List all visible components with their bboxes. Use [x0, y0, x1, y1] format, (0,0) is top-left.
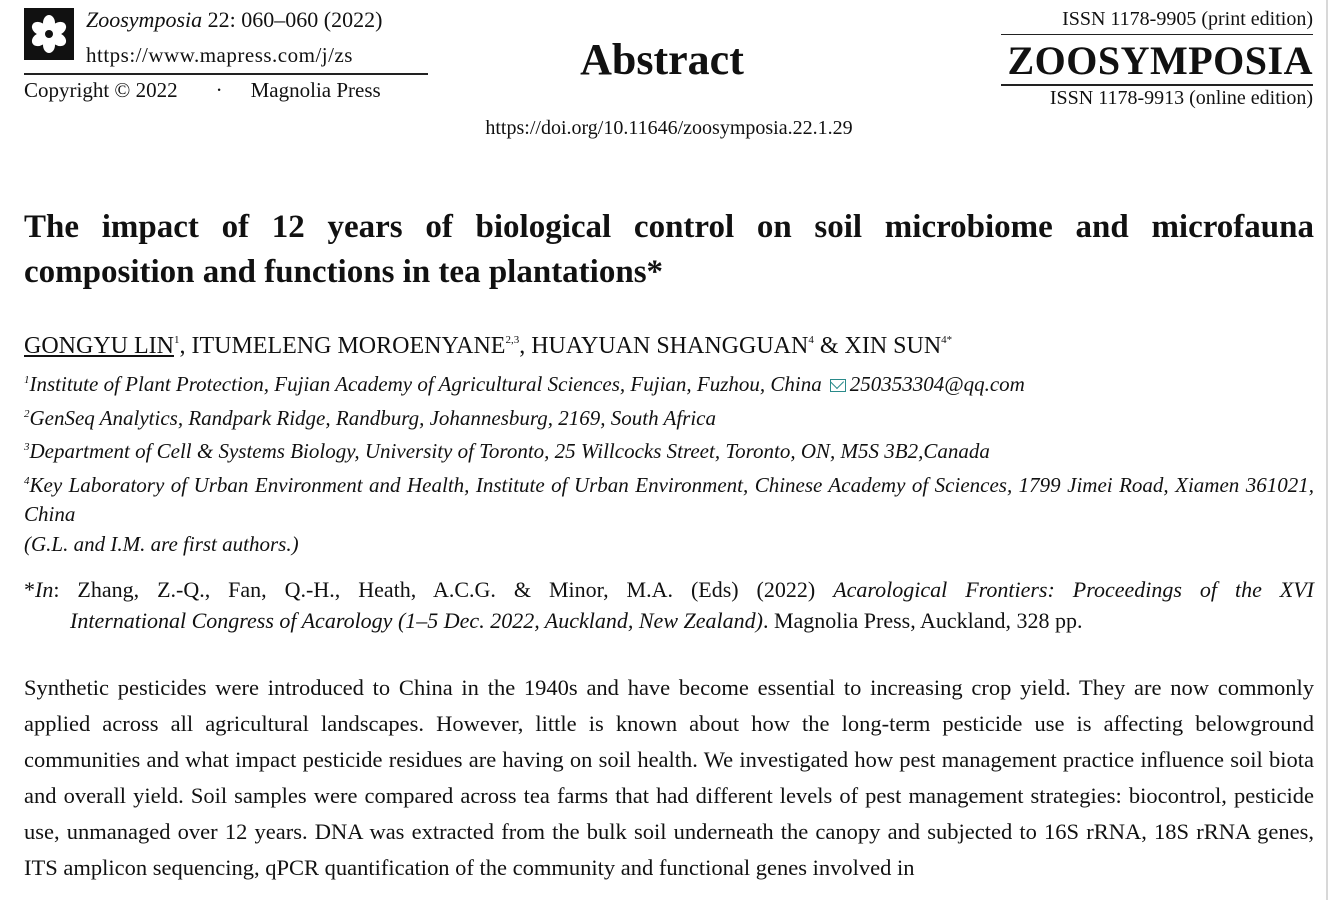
first-authors-note: (G.L. and I.M. are first authors.) — [24, 531, 299, 556]
author-name: XIN SUN — [844, 333, 942, 359]
doi-link[interactable]: https://doi.org/10.11646/zoosymposia.22.1.29 — [485, 117, 853, 139]
affiliation-item: $^4$Key Laboratory of Urban Environment and Health, Institute of Urban Environment, Chinese Academy of Sciences, 1799 Jimei Road, Xiamen 361021, China — [24, 472, 1314, 526]
journal-brand: ZOOSYMPOSIA — [1007, 38, 1313, 83]
author-name: ITUMELENG MOROENYANE — [191, 333, 506, 359]
email-icon[interactable] — [830, 379, 846, 392]
copyright-text: Copyright © 2022 — [24, 78, 178, 102]
author-affil-ref: 4 — [808, 334, 814, 346]
affiliation-item: $^3$Department of Cell & Systems Biology, University of Toronto, 25 Willcocks Street, Toronto, ON, M5S 3B2,Canada — [24, 439, 990, 463]
affiliation-item: $^2$GenSeq Analytics, Randpark Ridge, Randburg, Johannesburg, 2169, South Africa — [24, 405, 716, 430]
journal-url-link[interactable]: https://www.mapress.com/j/zs — [86, 43, 353, 67]
journal-volume-pages: 22: 060–060 (2022) — [202, 7, 383, 32]
proceedings-reference: *In: Zhang, Z.-Q., Fan, Q.-H., Heath, A.C.G. & Minor, M.A. (Eds) (2022) Acarological Frontiers: Proceedings of the XVI International Congress of Acarology (1–5 Dec. 2022, Auckland, New Zealand). Magnolia Press, Auckland, 328 pp. — [24, 577, 1315, 633]
journal-name: Zoosymposia — [86, 7, 203, 32]
abstract-body: Synthetic pesticides were introduced to China in the 1940s and have become essential to increasing crop yield. They are now commonly applied across all agricultural landscapes. However, little is known about how the long-term pesticide use is affecting belowground communities and what impact pesticide residues are having on soil health. We investigated how pest management practice influence soil biota and overall yield. Soil samples were compared across tea farms that had different levels of pest management strategies: biocontrol, pesticide use, unmanaged over 12 years. DNA was extracted from the bulk soil underneath the canopy and subjected to 16S rRNA, 18S rRNA genes, ITS amplicon sequencing, qPCR quantification of the community and functional genes involved in — [24, 675, 1314, 880]
author-affil-ref: 4* — [941, 334, 953, 346]
issn-online: ISSN 1178-9913 (online edition) — [1049, 87, 1313, 109]
article-title: The impact of 12 years of biological control on soil microbiome and microfauna composition and functions in tea plantations* — [24, 209, 1314, 290]
author-affil-ref: 1 — [173, 334, 180, 346]
issn-print: ISSN 1178-9905 (print edition) — [1062, 8, 1313, 30]
separator-dot: · — [215, 78, 223, 102]
abstract-heading: Abstract — [580, 35, 744, 84]
author-email[interactable]: 250353304@qq.com — [849, 372, 1025, 396]
journal-citation — [86, 7, 382, 33]
author-separator: , — [179, 333, 192, 359]
author-separator: , — [519, 333, 532, 359]
journal-brand-block — [1001, 6, 1313, 110]
affiliation-list — [24, 366, 1314, 559]
author-name: HUAYUAN SHANGGUAN — [531, 333, 809, 359]
publisher-name: Magnolia Press — [250, 78, 381, 102]
author-affil-ref: 2,3 — [505, 334, 520, 346]
author-list — [24, 333, 1314, 360]
brand-rule-top — [1001, 34, 1313, 35]
author-name[interactable]: GONGYU LIN — [24, 333, 174, 359]
author-separator: & — [813, 333, 845, 359]
affiliation-item: $^1$Institute of Plant Protection, Fujian Academy of Agricultural Sciences, Fujian, Fuzhou, China 250353304@qq.com — [24, 372, 1025, 396]
